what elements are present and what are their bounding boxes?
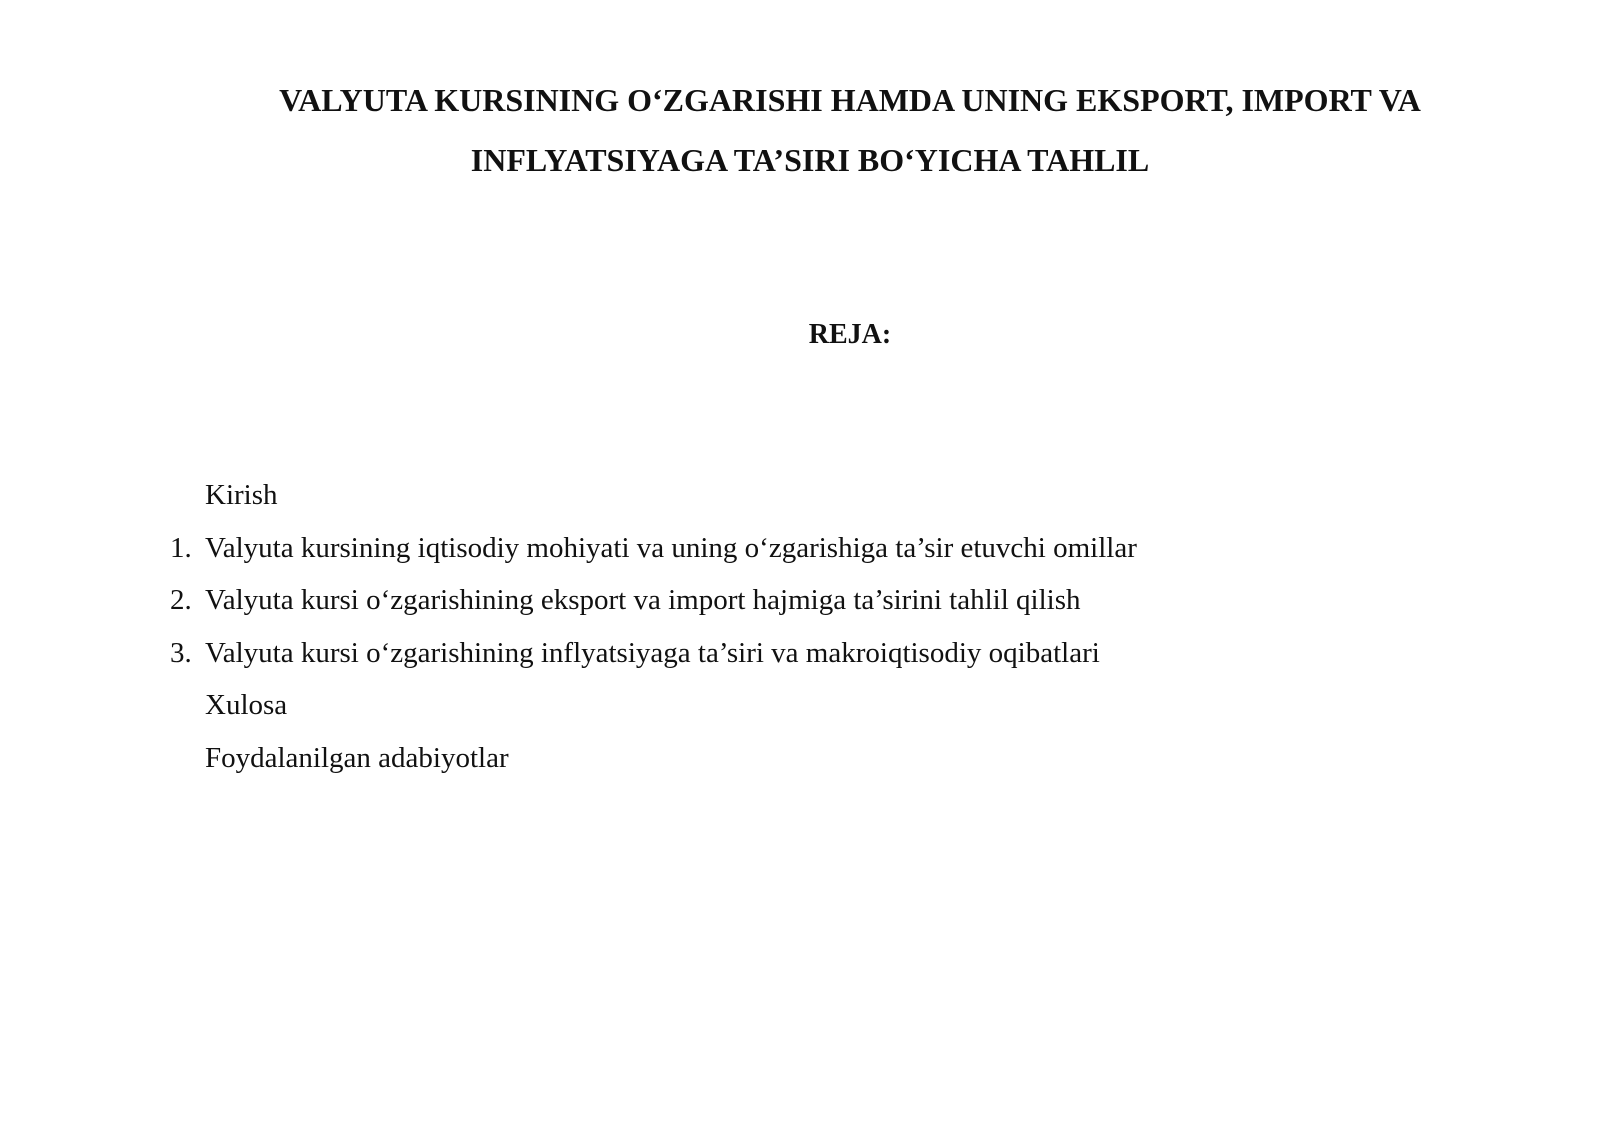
plan-item-conclusion (160, 687, 1460, 740)
plan-item-text: Valyuta kursining iqtisodiy mohiyati va uning o‘zgarishiga ta’sir etuvchi omillar (205, 531, 1137, 564)
plan-item-text: Xulosa (205, 689, 288, 721)
plan-item-text: Valyuta kursi o‘zgarishining eksport va import hajmiga ta’sirini tahlil qilish (205, 584, 1081, 616)
plan-item-3 (160, 635, 1460, 688)
plan-heading: REJA: (808, 319, 892, 350)
plan-item-2 (160, 582, 1460, 635)
plan-item-number: 3. (170, 636, 192, 669)
document-title-line-1: VALYUTA KURSINING O‘ZGARISHI HAMDA UNING EKSPORT, IMPORT VA (279, 82, 1421, 118)
document-title-line-2: INFLYATSIYAGA TA’SIRI BO‘YICHA TAHLIL (470, 142, 1150, 178)
plan-item-text: Valyuta kursi o‘zgarishining inflyatsiyaga ta’siri va makroiqtisodiy oqibatlari (205, 636, 1100, 669)
plan-list (160, 477, 1460, 792)
plan-item-references (160, 740, 1460, 793)
plan-item-1 (160, 530, 1460, 583)
plan-item-introduction (160, 477, 1460, 530)
plan-item-number: 1. (170, 531, 192, 564)
plan-item-number: 2. (170, 584, 192, 616)
plan-item-text: Kirish (205, 479, 278, 511)
plan-item-text: Foydalanilgan adabiyotlar (205, 741, 509, 774)
